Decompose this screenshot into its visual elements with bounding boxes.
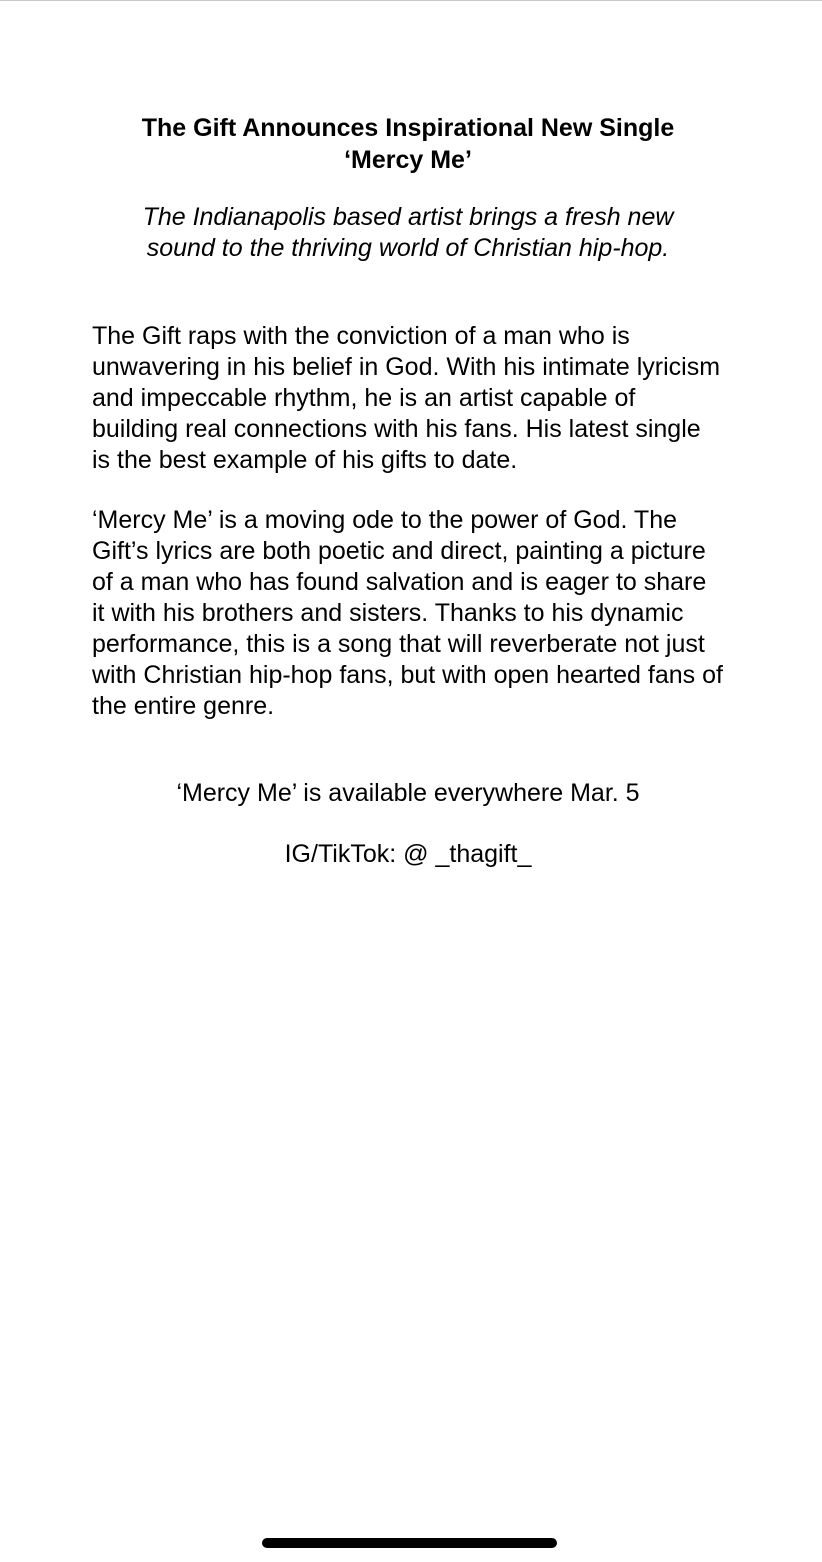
- social-handle: IG/TikTok: @ _thagift_: [284, 840, 532, 868]
- top-divider: [0, 0, 822, 1]
- document-subtitle: The Indianapolis based artist brings a fresh new sound to the thriving world of Christian hip-hop.: [142, 203, 674, 262]
- body-paragraph: ‘Mercy Me’ is a moving ode to the power of God. The Gift’s lyrics are both poetic and direct, painting a picture of a man who has found salvation and is eager to share it with his brothers and sisters. Thanks to his dynamic performance, this is a song that will reverberate not just with Christian hip-hop fans, but with open hearted fans of the entire genre.: [92, 506, 723, 720]
- home-indicator[interactable]: [262, 1538, 557, 1548]
- document-body[interactable]: [92, 112, 724, 870]
- body-paragraph: The Gift raps with the conviction of a man who is unwavering in his belief in God. With his intimate lyricism and impeccable rhythm, he is an artist capable of building real connections with his fans. His latest single is the best example of his gifts to date.: [92, 322, 721, 474]
- document-title: The Gift Announces Inspirational New Single ‘Mercy Me’: [141, 114, 675, 174]
- release-note: ‘Mercy Me’ is available everywhere Mar. 5: [176, 779, 640, 807]
